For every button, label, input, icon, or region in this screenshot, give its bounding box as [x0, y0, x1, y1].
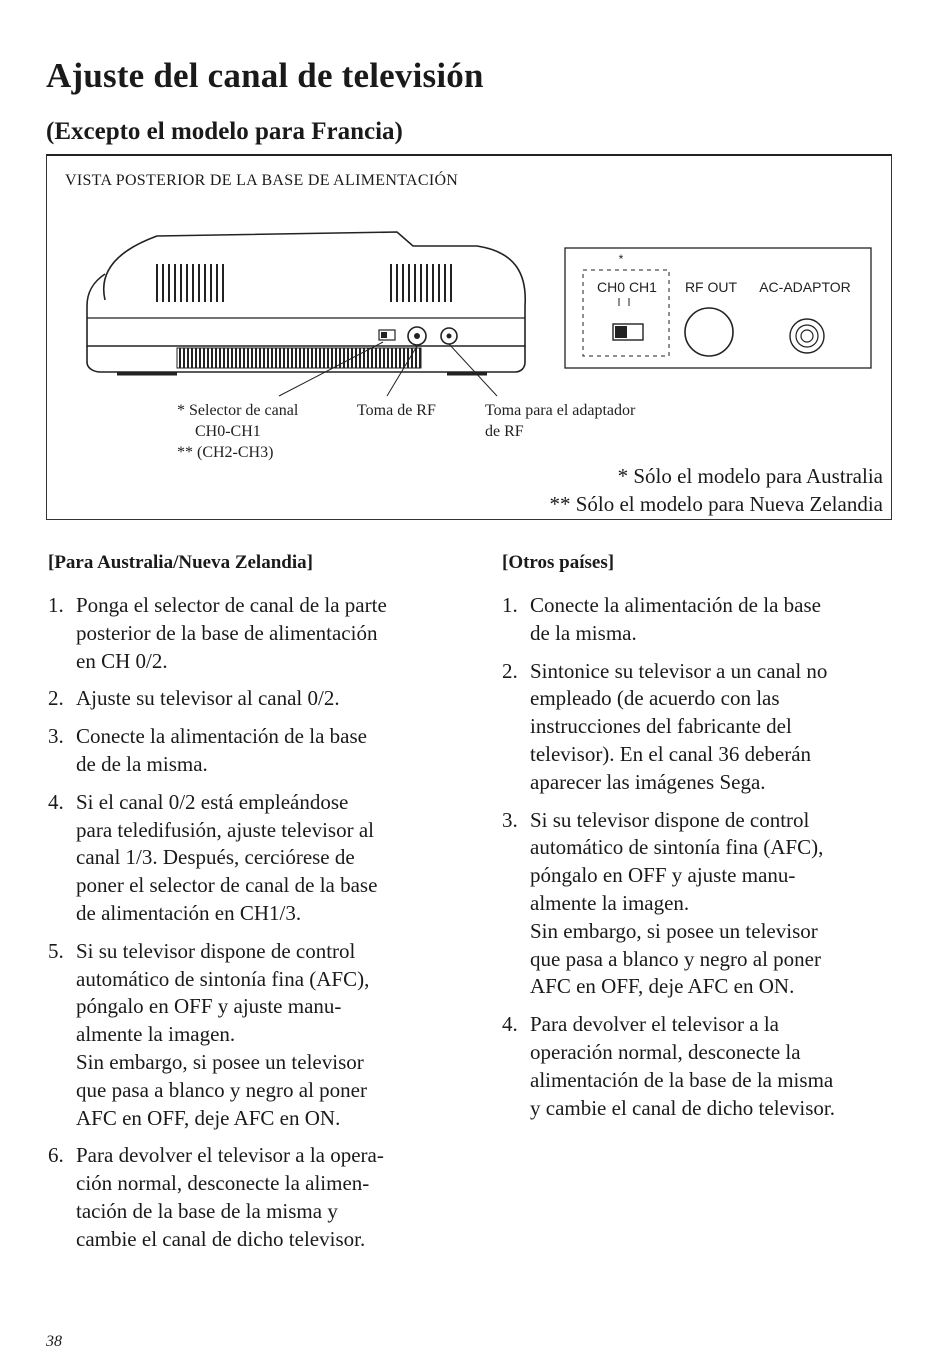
step-text-line: ción normal, desconecte la alimen- [76, 1171, 370, 1196]
page-title: Ajuste del canal de televisión [46, 56, 484, 95]
left-column [46, 552, 466, 1264]
inset-ac-adaptor-jack [790, 319, 824, 353]
left-column-heading: [Para Australia/Nueva Zelandia] [48, 552, 313, 573]
left-steps-list [46, 592, 466, 1254]
step-number: 5. [48, 938, 64, 963]
step-number: 1. [502, 593, 518, 617]
inset-switch-label: CH0 CH1 [597, 279, 657, 295]
step-text-line: Ponga el selector de canal de la parte [76, 593, 387, 617]
step-text-line: Conecte la alimentación de la base [76, 724, 367, 749]
step-text-line: cambie el canal de dicho televisor. [76, 1226, 366, 1251]
step-text-line: tación de la base de la misma y [76, 1198, 338, 1223]
step-text-line: instrucciones del fabricante del [530, 714, 792, 739]
step-text-line: Si su televisor dispone de control [530, 807, 810, 832]
list-item [46, 789, 466, 928]
step-text-line: alimentación de la base de la misma [530, 1067, 834, 1092]
step-text-line: en CH 0/2. [76, 648, 168, 673]
step-text-line: Sin embargo, si posee un televisor [530, 918, 818, 943]
step-text-line: para teledifusión, ajuste televisor al [76, 817, 374, 842]
model-notes [549, 462, 883, 518]
step-text-line: que pasa a blanco y negro al poner [530, 946, 821, 971]
step-text-line: de la misma. [530, 620, 637, 645]
step-text-line: póngalo en OFF y ajuste manu- [76, 994, 342, 1019]
step-text-line: automático de sintonía fina (AFC), [530, 835, 824, 860]
step-text-line: y cambie el canal de dicho televisor. [530, 1095, 835, 1120]
list-item [46, 592, 466, 675]
step-number: 2. [48, 686, 64, 711]
right-steps-list [500, 592, 920, 1122]
step-text-line: Si su televisor dispone de control [76, 938, 356, 963]
step-text-line: Conecte la alimentación de la base [530, 593, 821, 617]
step-text-line: AFC en OFF, deje AFC en ON. [76, 1105, 341, 1130]
inset-panel [565, 248, 871, 368]
step-text-line: poner el selector de canal de la base [76, 873, 378, 898]
figure-caption: VISTA POSTERIOR DE LA BASE DE ALIMENTACIÓN [65, 172, 459, 189]
step-text-line: AFC en OFF, deje AFC en ON. [530, 974, 795, 999]
list-item [46, 938, 466, 1133]
step-text-line: almente la imagen. [530, 890, 690, 915]
inset-rf-out-label: RF OUT [684, 279, 738, 295]
console-outline [87, 232, 525, 346]
list-item [500, 592, 920, 648]
inset-asterisk: * [618, 252, 624, 266]
step-number: 3. [502, 807, 518, 832]
step-text-line: almente la imagen. [76, 1022, 236, 1047]
vent-slots-left [157, 264, 223, 302]
rear-grille [177, 348, 421, 368]
list-item [500, 1011, 920, 1122]
inset-rf-out-jack [685, 308, 733, 356]
vent-slots-right [391, 264, 451, 302]
page-subtitle: (Excepto el modelo para Francia) [46, 118, 403, 145]
callout-selector: * Selector de canal CH0-CH1 ** (CH2-CH3) [177, 402, 299, 461]
step-text-line: Sin embargo, si posee un televisor [76, 1049, 364, 1074]
step-text-line: empleado (de acuerdo con las [530, 686, 780, 711]
step-number: 2. [502, 658, 518, 683]
rear-view-figure [46, 154, 892, 520]
step-text-line: Ajuste su televisor al canal 0/2. [76, 686, 340, 711]
list-item [500, 658, 920, 797]
step-text-line: automático de sintonía fina (AFC), [76, 966, 370, 991]
step-text-line: póngalo en OFF y ajuste manu- [530, 863, 796, 888]
step-text-line: Para devolver el televisor a la [530, 1012, 779, 1037]
step-text-line: de de la misma. [76, 751, 208, 776]
step-text-line: Para devolver el televisor a la opera- [76, 1143, 384, 1168]
step-text-line: que pasa a blanco y negro al poner [76, 1077, 367, 1102]
step-text-line: posterior de la base de alimentación [76, 620, 378, 645]
inset-ac-adaptor-label: AC-ADAPTOR [759, 279, 851, 295]
page-number: 38 [46, 1333, 62, 1350]
right-column [500, 552, 920, 1132]
step-number: 4. [48, 789, 64, 814]
note-new-zealand: ** Sólo el modelo para Nueva Zelandia [549, 492, 883, 516]
step-number: 4. [502, 1012, 518, 1037]
callout-line-adaptor [449, 344, 497, 396]
callout-adaptor-jack: Toma para el adaptador de RF [485, 402, 636, 440]
step-text-line: aparecer las imágenes Sega. [530, 769, 766, 794]
list-item [46, 685, 466, 713]
note-australia: * Sólo el modelo para Australia [617, 464, 883, 488]
step-number: 3. [48, 724, 64, 749]
step-text-line: operación normal, desconecte la [530, 1039, 801, 1064]
step-text-line: Sintonice su televisor a un canal no [530, 658, 828, 683]
step-number: 1. [48, 593, 64, 617]
step-number: 6. [48, 1143, 64, 1168]
step-text-line: televisor). En el canal 36 deberán [530, 741, 812, 766]
step-text-line: de alimentación en CH1/3. [76, 900, 302, 925]
list-item [46, 723, 466, 779]
step-text-line: Si el canal 0/2 está empleándose [76, 789, 349, 814]
right-column-heading: [Otros países] [502, 552, 615, 573]
step-text-line: canal 1/3. Después, cerciórese de [76, 845, 355, 870]
list-item [500, 807, 920, 1002]
list-item [46, 1142, 466, 1253]
callout-rf-jack: Toma de RF [357, 402, 436, 419]
